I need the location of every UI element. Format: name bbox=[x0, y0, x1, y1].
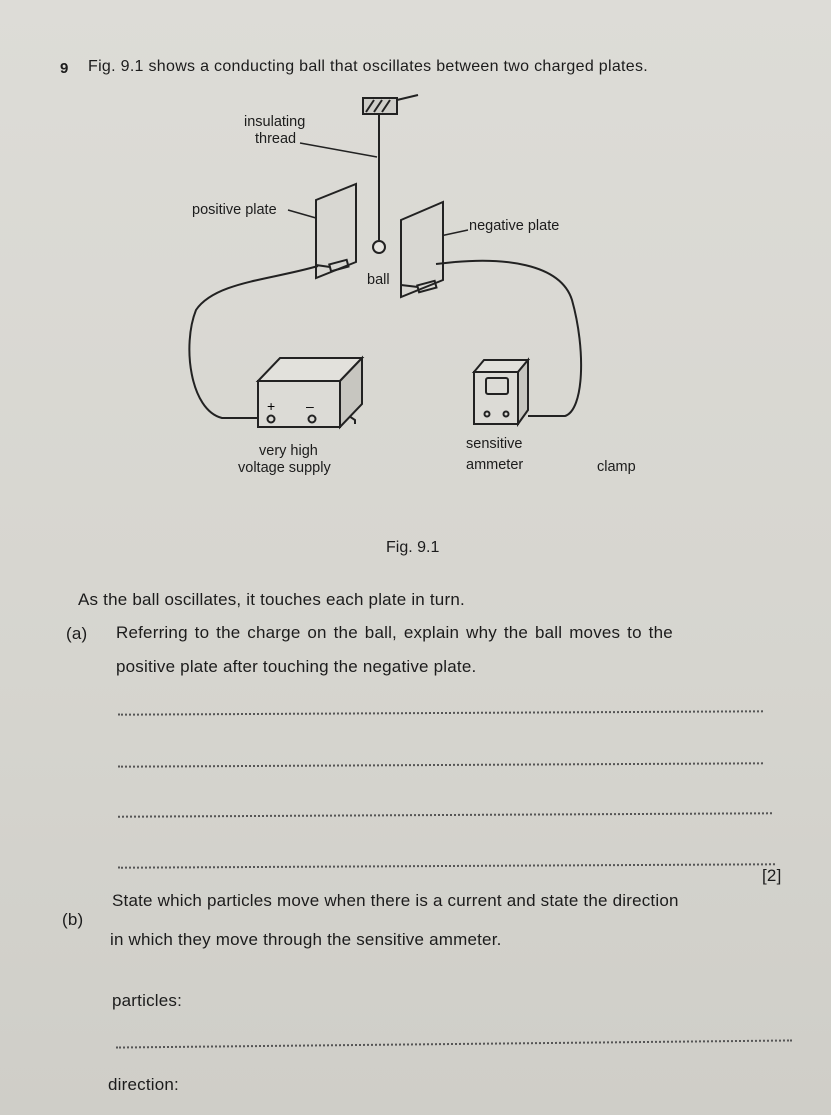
conducting-ball bbox=[373, 241, 385, 253]
question-number: 9 bbox=[60, 60, 69, 77]
statement-text: As the ball oscillates, it touches each plate in turn. bbox=[78, 590, 465, 609]
ammeter-drawing bbox=[474, 360, 528, 424]
question-intro: Fig. 9.1 shows a conducting ball that oscillates between two charged plates. bbox=[88, 58, 649, 75]
label-very-high: very high bbox=[259, 443, 318, 459]
label-negative-plate: negative plate bbox=[469, 218, 560, 234]
label-insulating: insulating bbox=[244, 114, 306, 130]
direction-label: direction: bbox=[108, 1075, 179, 1094]
part-b-label: (b) bbox=[62, 910, 84, 929]
part-a-line2: positive plate after touching the negative plate. bbox=[116, 657, 477, 676]
part-a-label: (a) bbox=[66, 624, 88, 643]
particles-label: particles: bbox=[112, 991, 183, 1010]
figure-caption: Fig. 9.1 bbox=[386, 539, 440, 556]
part-b-line1: State which particles move when there is a current and state the direction bbox=[112, 891, 679, 910]
supply-minus-sign: – bbox=[306, 398, 314, 414]
label-sensitive: sensitive bbox=[466, 436, 523, 452]
label-ammeter: ammeter bbox=[466, 457, 524, 473]
part-a-line1: Referring to the charge on the ball, explain why the ball moves to the bbox=[116, 623, 673, 642]
clamp-drawing bbox=[363, 95, 418, 114]
label-ball: ball bbox=[367, 272, 390, 288]
label-voltage-supply: voltage supply bbox=[238, 460, 331, 476]
part-a-marks: [2] bbox=[762, 866, 782, 885]
negative-plate bbox=[401, 202, 455, 297]
voltage-supply-drawing bbox=[258, 358, 362, 427]
label-thread: thread bbox=[255, 131, 297, 147]
supply-plus-sign: + bbox=[267, 398, 276, 414]
positive-plate bbox=[316, 184, 356, 278]
label-clamp: clamp bbox=[597, 459, 636, 475]
label-positive-plate: positive plate bbox=[192, 202, 277, 218]
part-b-line2: in which they move through the sensitive ammeter. bbox=[110, 930, 502, 949]
